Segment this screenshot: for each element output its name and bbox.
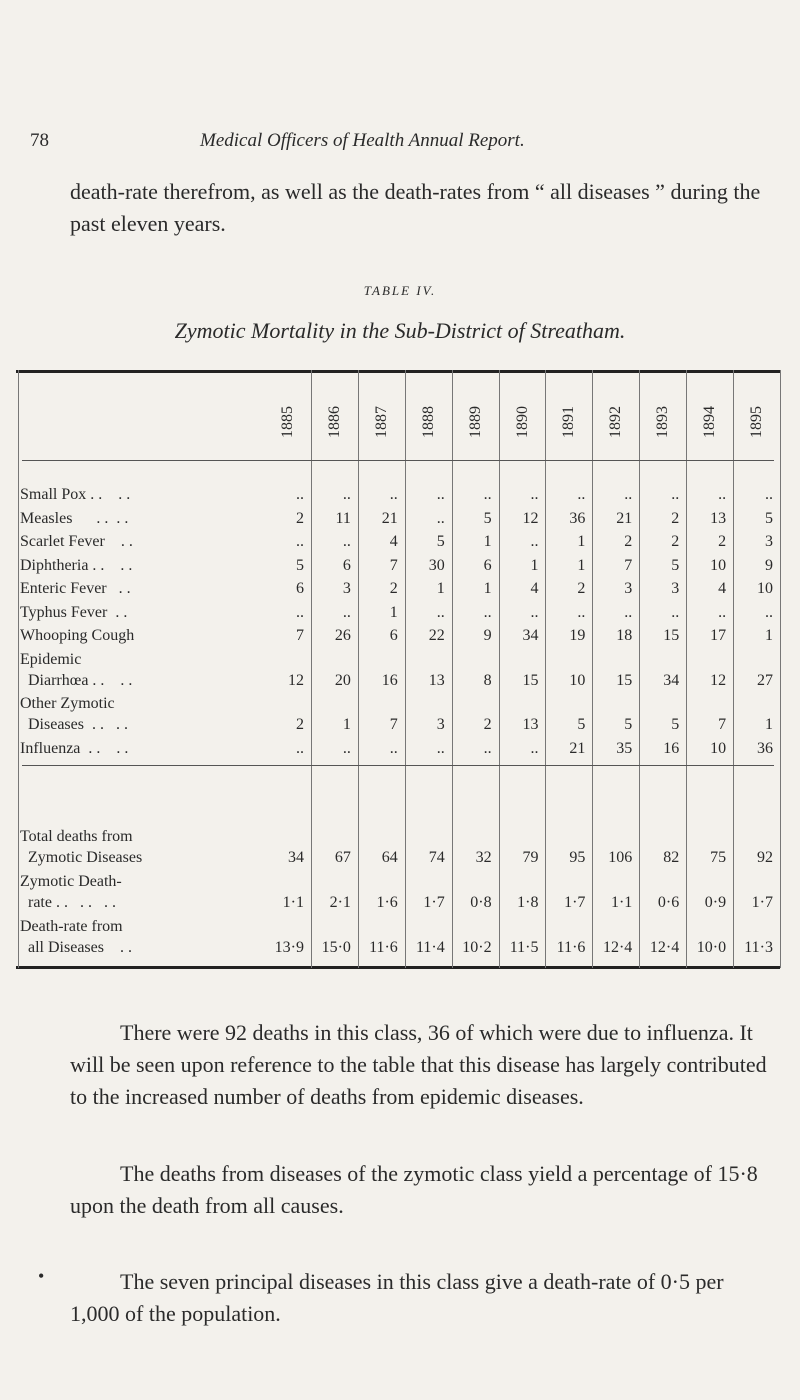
year-header (639, 386, 687, 458)
row-label: Typhus Fever . . (20, 603, 128, 621)
table-cell: 2 (671, 509, 680, 527)
table-cell: 1·6 (376, 894, 398, 911)
paragraph-death-rate: The seven principal diseases in this class give a death-rate of 0·5 per 1,000 of the population. (70, 1269, 724, 1326)
table-cell: .. (483, 486, 492, 503)
table-cell: 27 (757, 671, 773, 689)
table-cell: 10·0 (696, 939, 727, 956)
table-cell: 82 (663, 849, 680, 866)
table-cell: 3 (671, 580, 680, 597)
year-header (264, 386, 312, 458)
table-cell: 0·9 (704, 894, 727, 911)
year-label: 1890 (513, 406, 531, 438)
table-cell: .. (718, 486, 727, 503)
table-cell: .. (577, 486, 586, 503)
table-cell: .. (342, 486, 351, 503)
table-cell: 5 (671, 556, 680, 574)
year-header (499, 386, 547, 458)
year-label: 1895 (748, 406, 765, 438)
year-header (686, 386, 734, 458)
table-cell: 6 (483, 556, 492, 574)
table-cell: .. (530, 603, 539, 621)
year-header (733, 386, 781, 458)
table-cell: .. (342, 603, 351, 621)
table-cell: 5 (577, 716, 586, 733)
table-cell: 19 (569, 627, 586, 644)
table-cell: 13 (522, 716, 539, 733)
row-label: Influenza . . . . (20, 739, 129, 757)
row-label: Small Pox . . . . (20, 486, 131, 503)
table-cell: 20 (334, 671, 351, 689)
row-label: Death-rate from all Diseases . . (20, 918, 132, 956)
table-cell: 12 (522, 509, 539, 527)
table-cell: .. (530, 739, 539, 757)
table-separator (22, 460, 774, 461)
table-cell: .. (296, 533, 304, 550)
margin-mark: • (38, 1266, 45, 1286)
table-cell: 0·6 (657, 894, 680, 911)
table-cell: .. (483, 739, 492, 757)
table-cell: 12 (288, 671, 304, 689)
row-label: Epidemic Diarrhœa . . . . (20, 650, 133, 689)
table-cell: 1·8 (517, 894, 539, 911)
table-cell: 10 (710, 739, 727, 757)
table-cell: 1·7 (564, 894, 586, 911)
table-cell: 2 (296, 509, 304, 527)
table-cell: 5 (296, 556, 304, 574)
table-cell: 1·7 (423, 894, 445, 911)
table-cell: 11·4 (415, 939, 445, 956)
table-caption: Zymotic Mortality in the Sub-District of Streatham. (174, 318, 626, 343)
table-cell: 4 (530, 580, 539, 597)
table-cell: .. (389, 486, 398, 503)
table-cell: 21 (616, 509, 633, 527)
table-cell: .. (436, 739, 445, 757)
table-cell: 1 (436, 580, 445, 597)
row-label: Scarlet Fever . . (20, 533, 133, 550)
table-cell: 7 (296, 627, 304, 644)
year-header (545, 386, 593, 458)
table-cell: 7 (718, 716, 727, 733)
row-label: Measles . . . . (20, 509, 129, 527)
year-label: 1891 (560, 406, 578, 438)
table-cell: .. (436, 486, 445, 503)
table-cell: 7 (624, 556, 633, 574)
year-label: 1893 (654, 406, 672, 438)
table-cell: .. (624, 603, 633, 621)
table-cell: 1 (342, 716, 351, 733)
table-cell: 5 (671, 716, 680, 733)
year-header (311, 386, 359, 458)
table-cell: 3 (342, 580, 351, 597)
table-cell: 67 (334, 849, 351, 866)
table-cell: 75 (710, 849, 727, 866)
table-cell: 6 (342, 556, 351, 574)
table-cell: 9 (483, 627, 492, 644)
table-cell: .. (436, 509, 445, 527)
table-cell: 2 (671, 533, 680, 550)
table-cell: 13 (428, 671, 445, 689)
row-label: Enteric Fever . . (20, 580, 131, 597)
table-cell: 16 (381, 671, 398, 689)
table-cell: 26 (334, 627, 351, 644)
year-label: 1889 (466, 406, 484, 438)
table-cell: 17 (710, 627, 727, 644)
table-cell: 13 (710, 509, 727, 527)
table-cell: 2 (718, 533, 727, 550)
table-cell: 1·7 (751, 894, 773, 911)
year-label: 1887 (372, 406, 390, 438)
year-label: 1888 (419, 406, 437, 438)
year-header (358, 386, 406, 458)
table-cell: .. (577, 603, 586, 621)
table-cell: 12·4 (649, 939, 680, 956)
table-cell: 2 (624, 533, 633, 550)
table-cell: 2·1 (329, 894, 351, 911)
table-cell: 36 (569, 509, 586, 527)
table-cell: .. (296, 603, 304, 621)
table-cell: .. (530, 486, 539, 503)
table-cell: .. (671, 486, 680, 503)
table-cell: 95 (569, 849, 586, 866)
table-label: TABLE IV. (363, 283, 437, 298)
table-cell: .. (342, 533, 351, 550)
table-cell: 15 (616, 671, 633, 689)
paragraph-influenza: There were 92 deaths in this class, 36 of which were due to influenza. It will be seen upon reference to the table that this disease has largely contributed to the increased number of deaths from epidemic diseases. (70, 1020, 767, 1109)
table-cell: 2 (577, 580, 586, 597)
table-cell: 10 (757, 580, 773, 597)
table-cell: 64 (381, 849, 398, 866)
table-cell: 1 (530, 556, 539, 574)
year-label: 1886 (325, 406, 343, 438)
table-cell: 1·1 (282, 894, 304, 911)
table-cell: 1 (765, 716, 773, 733)
row-label: Diphtheria . . . . (20, 556, 133, 574)
table-cell: 1 (765, 627, 773, 644)
table-cell: .. (765, 603, 773, 621)
year-header (592, 386, 640, 458)
table-cell: 12·4 (602, 939, 633, 956)
table-cell: 106 (608, 849, 633, 866)
table-cell: 22 (428, 627, 445, 644)
table-cell: 21 (381, 509, 398, 527)
intro-text: death-rate therefrom, as well as the death-rates from “ all diseases ” during the past eleven years. (70, 179, 761, 236)
table-bottom-rule (16, 966, 780, 969)
table-cell: 7 (389, 556, 398, 574)
table-cell: .. (342, 739, 351, 757)
table-cell: 15 (663, 627, 680, 644)
table-cell: 5 (483, 509, 492, 527)
table-cell: 2 (389, 580, 398, 597)
page-header (30, 130, 770, 170)
table-cell: 3 (765, 533, 773, 550)
table-separator (22, 765, 774, 766)
table-cell: 6 (296, 580, 304, 597)
row-label: Zymotic Death- rate . . . . . . (20, 873, 122, 911)
table-cell: 11·5 (509, 939, 539, 956)
table-cell: 4 (389, 533, 398, 550)
table-cell: 79 (522, 849, 539, 866)
table-cell: 15 (522, 671, 539, 689)
table-cell: .. (389, 739, 398, 757)
year-label: 1892 (607, 406, 625, 438)
table-cell: 0·8 (470, 894, 492, 911)
table-cell: 9 (765, 556, 773, 574)
table-cell: 34 (288, 849, 304, 866)
table-cell: 92 (757, 849, 773, 866)
table-cell: .. (671, 603, 680, 621)
table-cell: 34 (522, 627, 539, 644)
row-label: Other Zymotic Diseases . . . . (20, 695, 128, 733)
table-cell: 36 (757, 739, 773, 757)
paragraph-percentage: The deaths from diseases of the zymotic class yield a percentage of 15·8 upon the death from all causes. (70, 1161, 758, 1218)
table-cell: 11·6 (556, 939, 586, 956)
table-cell: 10·2 (462, 939, 492, 956)
table-cell: 5 (765, 509, 773, 527)
table-cell: 32 (475, 849, 492, 866)
table-cell: 2 (483, 716, 492, 733)
table-cell: .. (483, 603, 492, 621)
table-cell: 10 (569, 671, 586, 689)
table-cell: 1 (577, 533, 586, 550)
table-cell: 13·9 (274, 939, 304, 956)
table-cell: 21 (569, 739, 586, 757)
page-number: 78 (30, 130, 49, 151)
table-cell: 1 (577, 556, 586, 574)
year-label: 1894 (701, 406, 719, 438)
year-header (405, 386, 453, 458)
table-top-rule (16, 370, 780, 373)
column-rule (18, 370, 19, 968)
table-cell: 34 (663, 671, 680, 689)
table-cell: 35 (616, 739, 633, 757)
row-label: Total deaths from Zymotic Diseases (20, 828, 143, 866)
table-cell: 18 (616, 627, 633, 644)
table-cell: 5 (436, 533, 445, 550)
table-cell: .. (718, 603, 727, 621)
year-label: 1885 (279, 406, 296, 438)
running-title: Medical Officers of Health Annual Report. (200, 130, 525, 151)
row-label: Whooping Cough (20, 627, 135, 644)
table-cell: .. (624, 486, 633, 503)
table-cell: .. (765, 486, 773, 503)
table-cell: 11 (335, 509, 351, 527)
table-cell: 11·3 (744, 939, 773, 956)
table-cell: 11·6 (369, 939, 398, 956)
table-cell: 12 (710, 671, 727, 689)
table-cell: 8 (483, 671, 492, 689)
table-cell: 1 (483, 580, 492, 597)
table-cell: 3 (624, 580, 633, 597)
table-cell: 15·0 (321, 939, 351, 956)
table-cell: 5 (624, 716, 633, 733)
table-cell: 1·1 (610, 894, 633, 911)
table-cell: 6 (389, 627, 398, 644)
table-cell: .. (296, 739, 304, 757)
table-cell: .. (436, 603, 445, 621)
table-cell: .. (530, 533, 539, 550)
table-cell: 7 (389, 716, 398, 733)
table-cell: 1 (389, 603, 398, 621)
column-rule (780, 370, 781, 968)
table-cell: 10 (710, 556, 727, 574)
table-cell: 3 (436, 716, 445, 733)
zymotic-mortality-table (16, 370, 780, 970)
year-header (452, 386, 500, 458)
table-cell: 74 (428, 849, 445, 866)
table-cell: 4 (718, 580, 727, 597)
table-cell: 1 (483, 533, 492, 550)
table-cell: 16 (663, 739, 680, 757)
table-cell: .. (296, 486, 304, 503)
table-cell: 30 (428, 556, 445, 574)
table-cell: 2 (296, 716, 304, 733)
